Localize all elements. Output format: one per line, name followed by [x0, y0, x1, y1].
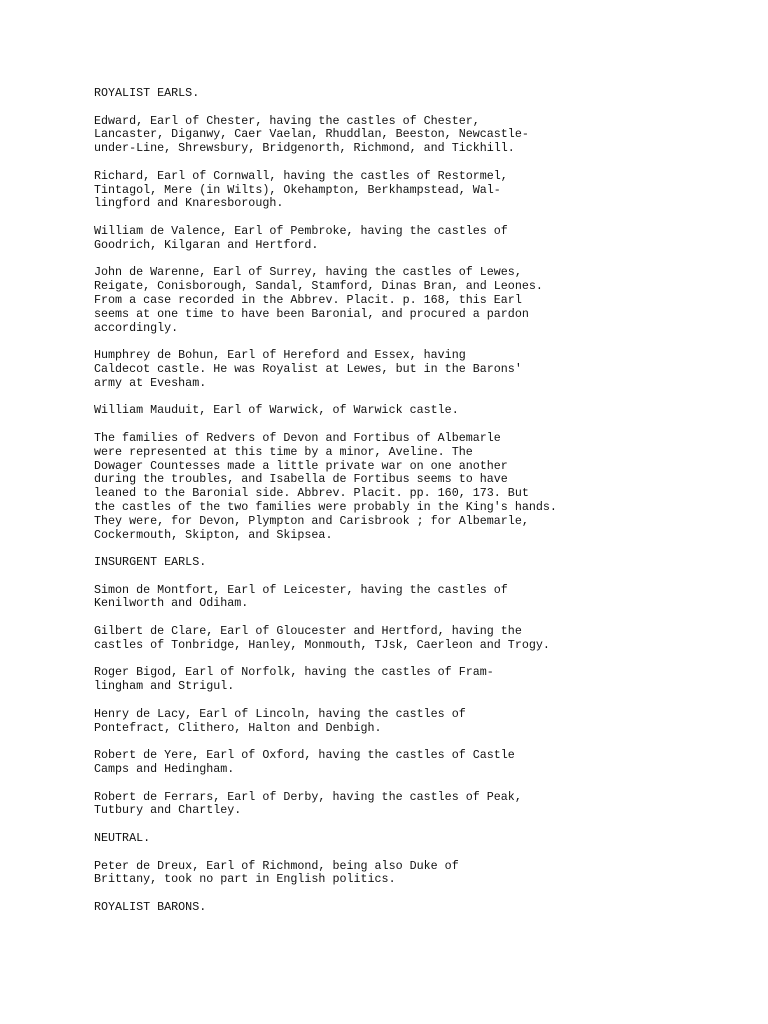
section-heading-neutral: [94, 832, 754, 846]
text-line: From a case recorded in the Abbrev. Placit. p. 168, this Earl: [94, 292, 522, 307]
text-line: Kenilworth and Odiham.: [94, 596, 249, 611]
paragraph-gilbert-de-clare: [94, 625, 754, 653]
paragraph-william-de-valence: [94, 225, 754, 253]
paragraph-robert-de-yere: [94, 749, 754, 777]
text-line: were represented at this time by a minor, Aveline. The: [94, 444, 473, 459]
text-line: Edward, Earl of Chester, having the castles of Chester,: [94, 113, 480, 128]
text-line: Goodrich, Kilgaran and Hertford.: [94, 237, 319, 252]
text-line: Brittany, took no part in English politics.: [94, 872, 396, 887]
text-line: William de Valence, Earl of Pembroke, having the castles of: [94, 223, 508, 238]
text-line: Robert de Yere, Earl of Oxford, having the castles of Castle: [94, 748, 515, 763]
text-line: Cockermouth, Skipton, and Skipsea.: [94, 527, 333, 542]
text-line: Tutbury and Chartley.: [94, 803, 242, 818]
section-heading-royalist-barons: [94, 901, 754, 915]
text-line: Henry de Lacy, Earl of Lincoln, having the castles of: [94, 706, 466, 721]
text-line: the castles of the two families were probably in the King's hands.: [94, 499, 557, 514]
paragraph-richard-earl-of-cornwall: [94, 170, 754, 211]
text-line: Roger Bigod, Earl of Norfolk, having the castles of Fram-: [94, 665, 494, 680]
section-heading-royalist-earls: [94, 87, 754, 101]
paragraph-roger-bigod: [94, 666, 754, 694]
text-line: seems at one time to have been Baronial, and procured a pardon: [94, 306, 529, 321]
paragraph-william-mauduit: [94, 404, 754, 418]
text-line: Reigate, Conisborough, Sandal, Stamford, Dinas Bran, and Leones.: [94, 279, 543, 294]
text-line: William Mauduit, Earl of Warwick, of Warwick castle.: [94, 403, 459, 418]
document-page: [94, 87, 754, 929]
paragraph-edward-earl-of-chester: [94, 115, 754, 156]
text-line: Peter de Dreux, Earl of Richmond, being also Duke of: [94, 858, 459, 873]
text-line: Gilbert de Clare, Earl of Gloucester and Hertford, having the: [94, 624, 522, 639]
paragraph-redvers-and-fortibus: [94, 432, 754, 542]
text-line: during the troubles, and Isabella de Fortibus seems to have: [94, 472, 508, 487]
paragraph-humphrey-de-bohun: [94, 349, 754, 390]
text-line: ROYALIST EARLS.: [94, 86, 200, 100]
text-line: Dowager Countesses made a little private war on one another: [94, 458, 508, 473]
text-line: John de Warenne, Earl of Surrey, having the castles of Lewes,: [94, 265, 522, 280]
text-line: They were, for Devon, Plympton and Carisbrook ; for Albemarle,: [94, 513, 529, 528]
text-line: Pontefract, Clithero, Halton and Denbigh.: [94, 720, 382, 735]
paragraph-john-de-warenne: [94, 266, 754, 335]
text-line: Lancaster, Diganwy, Caer Vaelan, Rhuddlan, Beeston, Newcastle-: [94, 127, 529, 142]
text-line: leaned to the Baronial side. Abbrev. Placit. pp. 160, 173. But: [94, 486, 529, 501]
text-line: Robert de Ferrars, Earl of Derby, having the castles of Peak,: [94, 789, 522, 804]
paragraph-robert-de-ferrars: [94, 791, 754, 819]
text-line: accordingly.: [94, 320, 179, 335]
text-line: The families of Redvers of Devon and Fortibus of Albemarle: [94, 430, 501, 445]
text-line: army at Evesham.: [94, 375, 207, 390]
paragraph-henry-de-lacy: [94, 708, 754, 736]
paragraph-peter-de-dreux: [94, 860, 754, 888]
text-line: lingford and Knaresborough.: [94, 196, 284, 211]
section-heading-insurgent-earls: [94, 556, 754, 570]
text-line: ROYALIST BARONS.: [94, 900, 207, 915]
text-line: under-Line, Shrewsbury, Bridgenorth, Richmond, and Tickhill.: [94, 141, 515, 156]
text-line: Humphrey de Bohun, Earl of Hereford and Essex, having: [94, 348, 466, 363]
text-line: Tintagol, Mere (in Wilts), Okehampton, Berkhampstead, Wal-: [94, 182, 501, 197]
paragraph-simon-de-montfort: [94, 584, 754, 612]
text-line: Simon de Montfort, Earl of Leicester, having the castles of: [94, 582, 508, 597]
text-line: Camps and Hedingham.: [94, 762, 235, 777]
text-line: NEUTRAL.: [94, 831, 151, 846]
text-line: Caldecot castle. He was Royalist at Lewes, but in the Barons': [94, 361, 522, 376]
text-line: lingham and Strigul.: [94, 679, 235, 694]
text-line: castles of Tonbridge, Hanley, Monmouth, TJsk, Caerleon and Trogy.: [94, 637, 550, 652]
text-line: INSURGENT EARLS.: [94, 555, 207, 570]
text-line: Richard, Earl of Cornwall, having the castles of Restormel,: [94, 168, 508, 183]
